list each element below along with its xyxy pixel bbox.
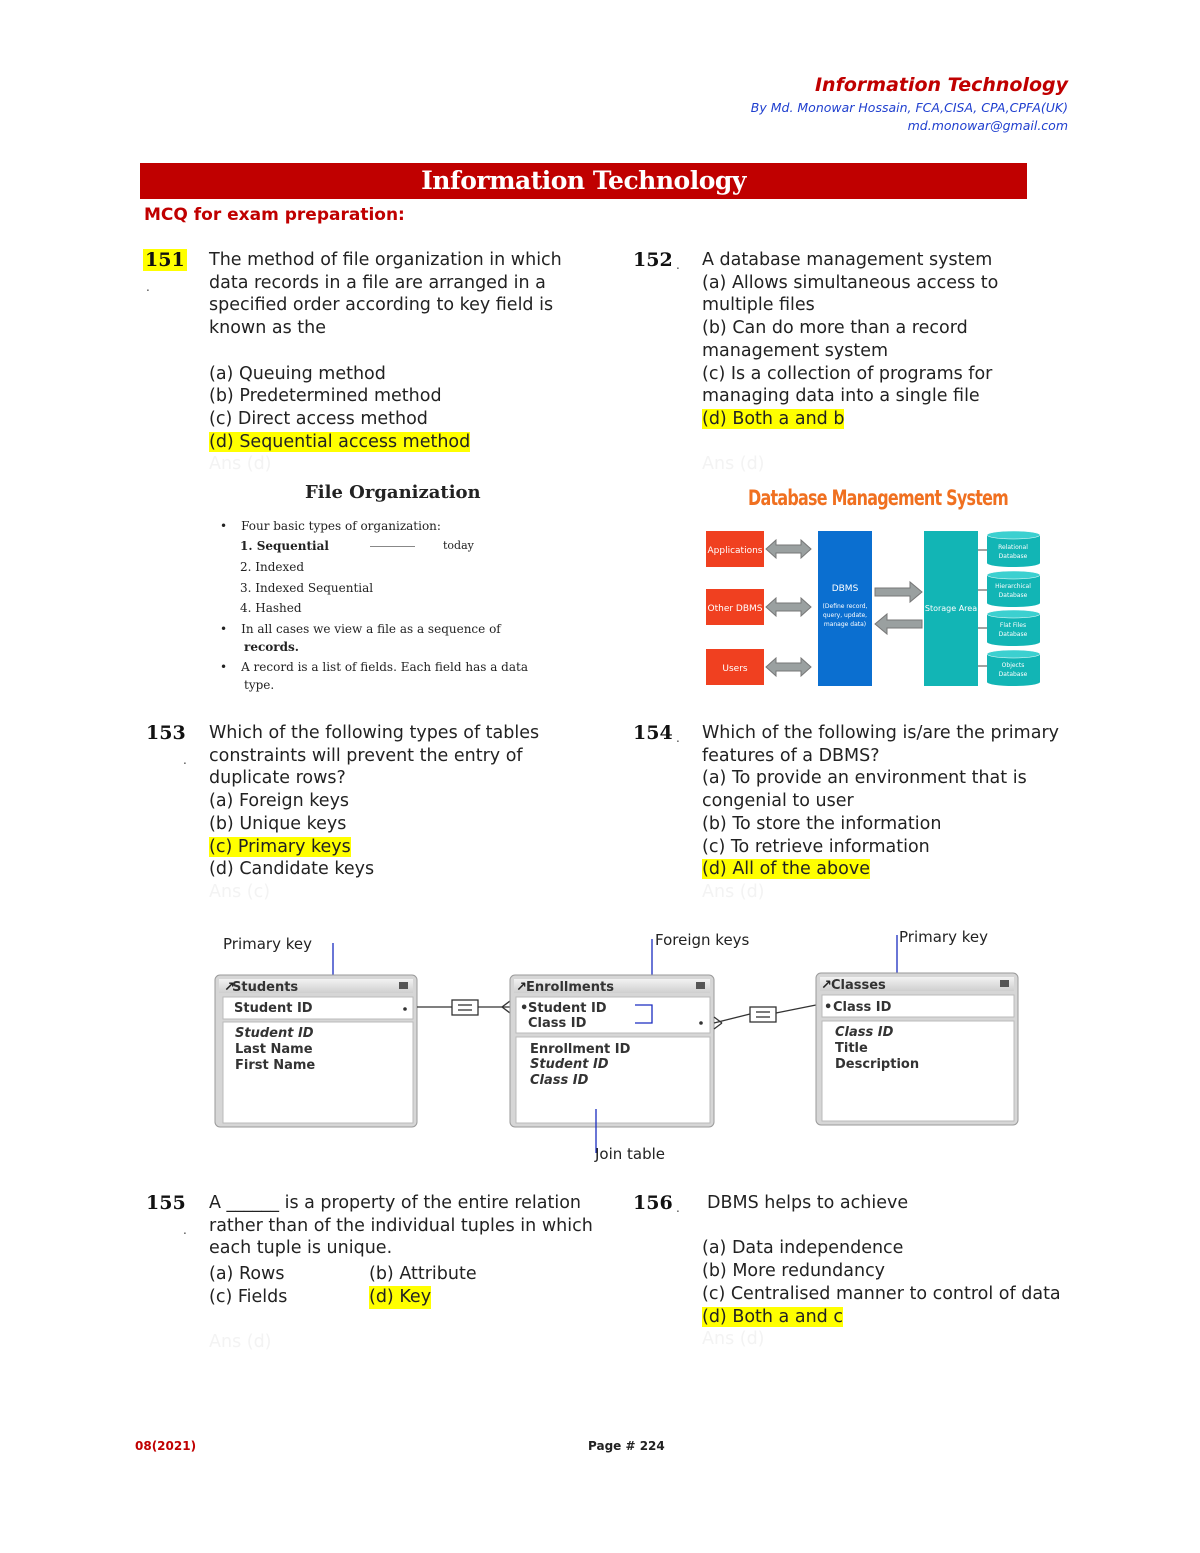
dbms-figure xyxy=(700,478,1045,690)
question-152: A database management system (a) Allows simultaneous access to multiple files (b) Can do more than a record management system (c) Is a collection of programs for managing data into a single file (d) Both a and b Ans (d) xyxy=(702,250,999,475)
join-table-label: Join table xyxy=(595,1145,666,1163)
question-155: A ______ is a property of the entire relation rather than of the individual tuples in which each tuple is unique. (a) Rows (b) Attribute (c) Fields (d) Key Ans (d) xyxy=(209,1193,593,1353)
question-number: 153 xyxy=(146,722,186,744)
svg-text:•: • xyxy=(824,1000,833,1015)
svg-text:Enrollment ID: Enrollment ID xyxy=(530,1042,631,1057)
answer-note: Ans (c) xyxy=(209,881,271,902)
svg-text:First Name: First Name xyxy=(235,1058,316,1073)
footer-date: 08(2021) xyxy=(135,1439,197,1453)
svg-text:Class ID: Class ID xyxy=(835,1025,894,1040)
question-number: 154 xyxy=(633,722,673,744)
answer-note: Ans (d) xyxy=(702,881,765,902)
svg-text:Class ID: Class ID xyxy=(528,1016,587,1031)
svg-text:Other DBMS: Other DBMS xyxy=(707,604,763,614)
svg-text:Student ID: Student ID xyxy=(234,1001,313,1016)
svg-text:manage data): manage data) xyxy=(823,621,867,628)
answer-note: Ans (d) xyxy=(702,454,765,475)
svg-text:Objects: Objects xyxy=(1001,662,1025,669)
svg-text:Database: Database xyxy=(998,592,1028,599)
svg-text:Hierarchical: Hierarchical xyxy=(995,583,1031,590)
correct-answer: (d) Sequential access method xyxy=(209,431,471,452)
question-number: 151 xyxy=(145,249,185,271)
er-diagram xyxy=(210,925,1030,1170)
svg-text:Applications: Applications xyxy=(707,546,763,556)
page-banner: Information Technology xyxy=(140,163,1027,199)
answer-note: Ans (d) xyxy=(209,1332,272,1353)
question-number: 152 xyxy=(633,249,673,271)
question-dot: . xyxy=(676,258,680,272)
svg-text:Enrollments: Enrollments xyxy=(526,980,614,995)
primary-key-label: Primary key xyxy=(899,928,988,946)
students-table xyxy=(215,975,417,1127)
file-organization-figure: File Organization • Four basic types of organization: 1. Sequential today 2. Indexed 3. Indexed Sequential 4. Hashed • In all cases we view a file as a sequence of records. • A record is a list of fields. Each field has a data type. xyxy=(220,482,528,692)
svg-text:Users: Users xyxy=(722,664,748,674)
question-dot: . xyxy=(676,731,680,745)
svg-text:Student ID: Student ID xyxy=(530,1057,609,1072)
svg-text:Class ID: Class ID xyxy=(833,1000,892,1015)
correct-answer: (d) All of the above xyxy=(702,859,870,880)
svg-text:Flat Files: Flat Files xyxy=(999,622,1027,629)
svg-text:Student ID: Student ID xyxy=(528,1001,607,1016)
svg-text:Database: Database xyxy=(998,671,1028,678)
primary-key-label: Primary key xyxy=(223,935,312,953)
question-number: 156 xyxy=(633,1192,673,1214)
question-dot: . xyxy=(183,753,187,767)
question-154: Which of the following is/are the primary features of a DBMS? (a) To provide an environment that is congenial to user (b) To store the information (c) To retrieve information (d) All of the above Ans (d) xyxy=(702,723,1059,902)
header-email: md.monowar@gmail.com xyxy=(907,118,1068,133)
foreign-keys-label: Foreign keys xyxy=(655,931,750,949)
question-number: 155 xyxy=(146,1192,186,1214)
correct-answer: (d) Both a and b xyxy=(702,408,845,429)
correct-answer: (c) Primary keys xyxy=(209,836,351,857)
svg-text:↗: ↗ xyxy=(224,980,235,995)
svg-text:Class ID: Class ID xyxy=(530,1073,589,1088)
question-dot: . xyxy=(146,280,150,294)
correct-answer: (d) Key xyxy=(369,1286,432,1307)
svg-text:Students: Students xyxy=(232,980,299,995)
answer-note: Ans (d) xyxy=(209,454,272,475)
database-icons xyxy=(987,531,1040,686)
question-dot: . xyxy=(676,1201,680,1215)
answer-note: Ans (d) xyxy=(702,1329,765,1350)
svg-text:Storage Area: Storage Area xyxy=(924,604,978,613)
svg-text:query, update,: query, update, xyxy=(822,612,868,619)
svg-text:Relational: Relational xyxy=(998,544,1028,551)
figure-title: File Organization xyxy=(305,482,481,503)
svg-text:(Define record,: (Define record, xyxy=(822,603,868,610)
svg-text:Database: Database xyxy=(998,631,1028,638)
question-156: DBMS helps to achieve (a) Data independence (b) More redundancy (c) Centralised manner to control of data (d) Both a and c Ans (d) xyxy=(702,1193,1061,1350)
svg-text:Database: Database xyxy=(998,553,1028,560)
svg-text:Description: Description xyxy=(835,1057,920,1072)
question-dot: . xyxy=(183,1223,187,1237)
page-subtitle: MCQ for exam preparation: xyxy=(144,205,405,225)
svg-text:DBMS: DBMS xyxy=(831,584,859,594)
svg-text:Title: Title xyxy=(835,1041,868,1056)
svg-text:↗: ↗ xyxy=(821,978,832,993)
question-153: Which of the following types of tables constraints will prevent the entry of duplicate rows? (a) Foreign keys (b) Unique keys (c) Primary keys (d) Candidate keys Ans (c) xyxy=(209,723,540,902)
svg-text:↗: ↗ xyxy=(516,980,527,995)
dbms-figure-title: Database Management System xyxy=(748,486,1009,510)
question-151: The method of file organization in which data records in a file are arranged in a specified order according to key field is known as the (a) Queuing method (b) Predetermined method (c) Direct access method (d) Sequential access method Ans (d) xyxy=(209,250,562,475)
header-title: Information Technology xyxy=(814,74,1068,96)
svg-text:•: • xyxy=(520,1001,529,1016)
header-author: By Md. Monowar Hossain, FCA,CISA, CPA,CPFA(UK) xyxy=(750,100,1068,115)
svg-text:Last Name: Last Name xyxy=(235,1042,313,1057)
classes-table xyxy=(816,973,1018,1125)
svg-text:Classes: Classes xyxy=(831,978,886,993)
correct-answer: (d) Both a and c xyxy=(702,1306,843,1327)
enrollments-table xyxy=(510,975,714,1127)
svg-text:Student ID: Student ID xyxy=(235,1026,314,1041)
page-number: Page # 224 xyxy=(588,1439,665,1453)
